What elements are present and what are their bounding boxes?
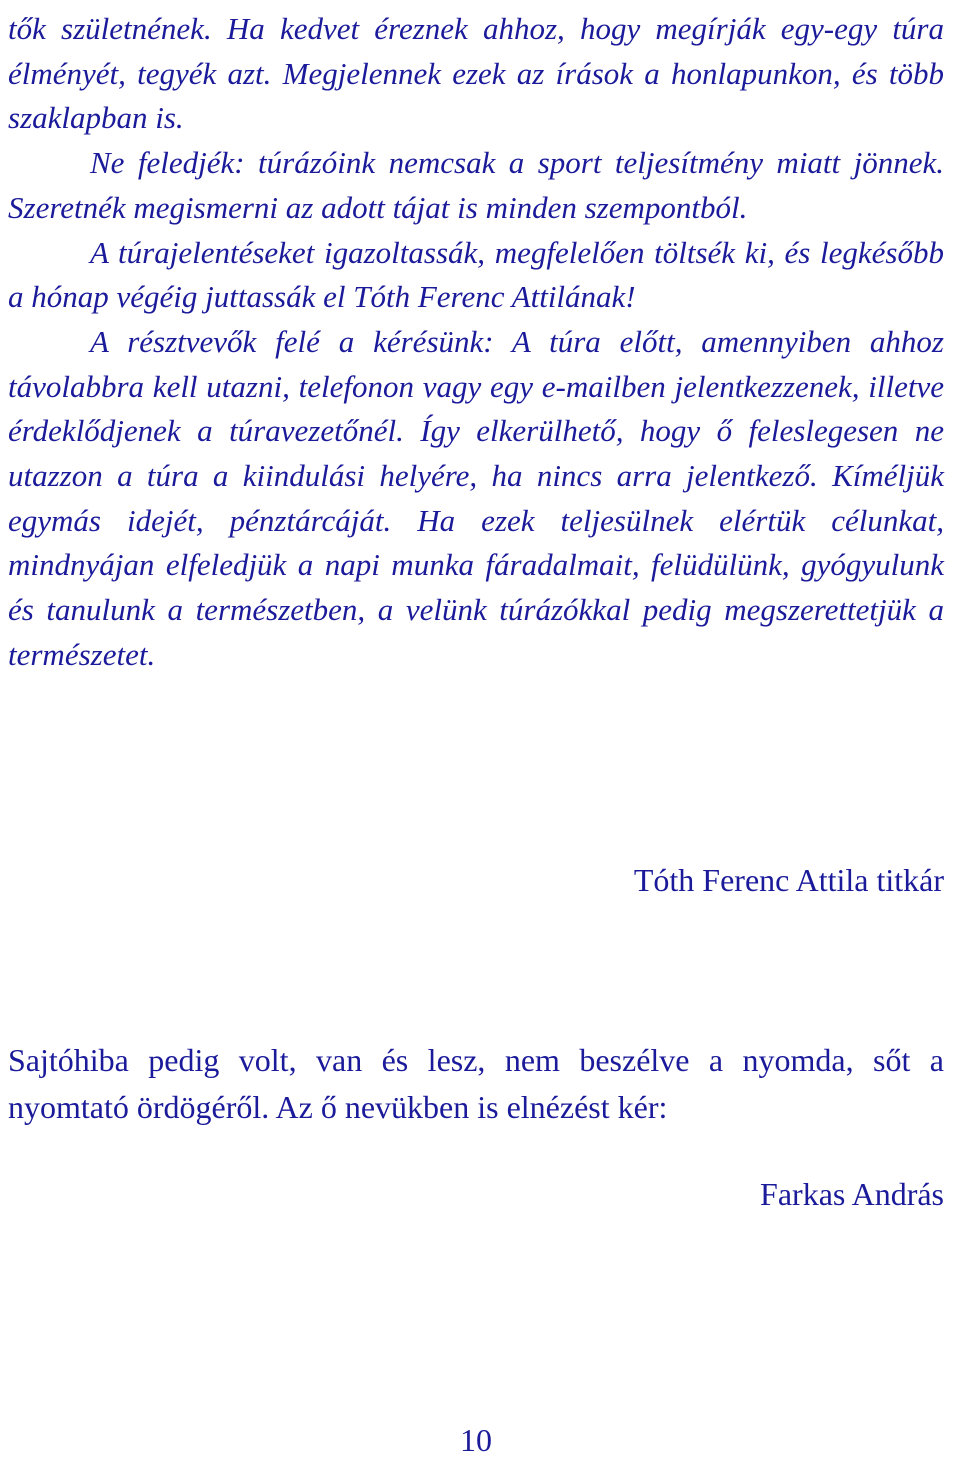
paragraph-request: A résztvevők felé a kérésünk: A túra előtt, amennyiben ahhoz távolabbra kell utazni, telefonon vagy egy e-mailben jelentkezzenek, illetve érdeklődjenek a túravezetőnél. Így elkerülhető, hogy ő feleslegesen ne utazzon a túra a kiindulási helyére, ha nincs arra jelentkező. Kíméljük egymás idejét, pénztárcáját. Ha ezek teljesülnek elértük célunkat, mindnyájan elfeledjük a napi munka fáradalmait, felüdülünk, gyógyulunk és tanulunk a természetben, a velünk túrázókkal pedig megszerettetjük a természetet. xyxy=(8,323,944,672)
paragraph-continuation: tők születnének. Ha kedvet éreznek ahhoz, hogy megírják egy-egy túra élményét, tegyék azt. Megjelennek ezek az írások a honlapunkon, és több szaklapban is. xyxy=(8,11,944,136)
page-number: 10 xyxy=(460,1422,492,1458)
closing-note: Sajtóhiba pedig volt, van és lesz, nem beszélve a nyomda, sőt a nyomtató ördögéről. Az ő nevükben is elnézést kér: xyxy=(8,1042,944,1125)
closing-note-block xyxy=(8,1037,944,1131)
paragraph-reminder: Ne feledjék: túrázóink nemcsak a sport teljesítmény miatt jönnek. Szeretnék megismerni az adott tájat is minden szempontból. xyxy=(8,145,944,225)
main-text-block xyxy=(8,7,944,678)
signature-editor: Farkas András xyxy=(760,1176,944,1212)
paragraph-reports: A túrajelentéseket igazoltassák, megfelelően töltsék ki, és legkésőbb a hónap végéig juttassák el Tóth Ferenc Attilának! xyxy=(8,234,944,315)
signature-secretary: Tóth Ferenc Attila titkár xyxy=(633,862,944,898)
